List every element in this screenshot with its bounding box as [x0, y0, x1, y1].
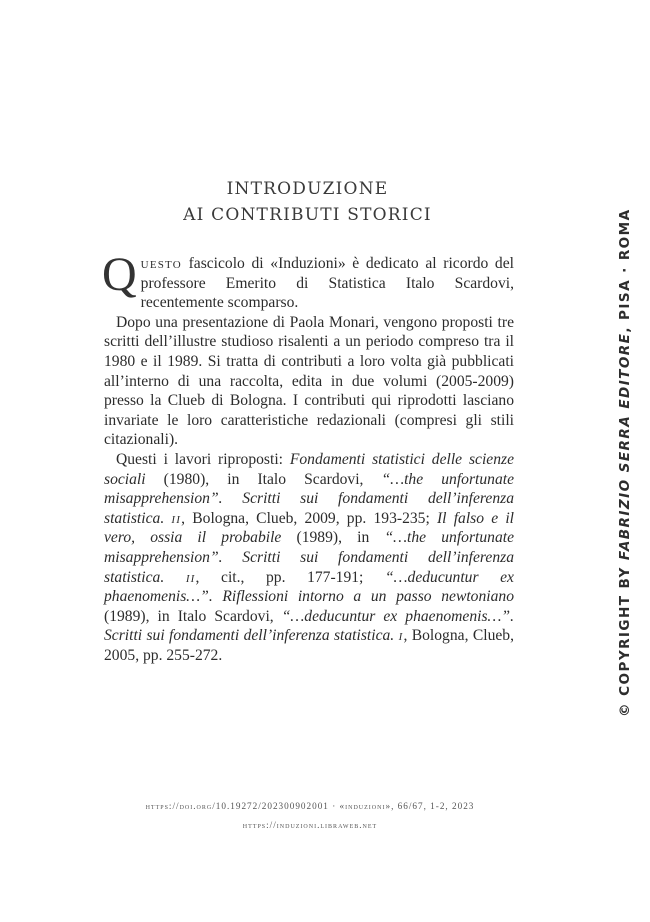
paragraph-3 [104, 450, 514, 666]
intro-smallcaps: uesto [140, 255, 182, 272]
doi-link[interactable]: https://doi.org/10.19272/202300902001 · «induzioni», 66/67, 1-2, 2023 [145, 801, 475, 811]
copyright-notice [617, 209, 633, 718]
title-line-2: AI CONTRIBUTI STORICI [183, 205, 432, 225]
intro-text: fascicolo di «Induzioni» è dedicato al ricordo del professore Emerito di Statistica Italo Scardovi, recentemente scomparso. [140, 255, 514, 312]
paragraph-2: Dopo una presentazione di Paola Monari, vengono proposti tre scritti dell’illustre studioso risalenti a un periodo compreso tra il 1980 e il 1989. Si tratta di contributi a loro volta già pubblicati all’interno di una raccolta, edita in due volumi (2005-2009) presso la Clueb di Bologna. I contributi qui riprodotti lasciano invariate le loro caratteristiche redazionali (compresi gli stili citazionali). [104, 313, 514, 449]
italic-title: “…the unfortunate misapprehension”. Scritti sui fondamenti dell’inferenza statistica. [104, 529, 514, 586]
drop-cap: Q [102, 248, 137, 301]
title-line-1: INTRODUZIONE [226, 179, 389, 199]
italic-title: Il falso e il vero, ossia il probabile [104, 509, 514, 547]
volume-number: ii [171, 509, 182, 527]
text-run: Questi i lavori riproposti: [116, 450, 290, 468]
copyright-prefix: © COPYRIGHT BY [617, 560, 633, 717]
volume-number: ii [185, 568, 196, 586]
paragraph-intro [102, 248, 514, 313]
italic-title: “…deducuntur ex phaenomenis…”. Riflessioni intorno a un passo newtoniano [104, 568, 514, 606]
volume-number: i [398, 627, 404, 645]
text-run: (1989), in Italo Scardovi, [104, 607, 282, 625]
journal-url-link[interactable]: https://induzioni.libraweb.net [242, 820, 378, 830]
text-run: (1989), in [281, 529, 385, 547]
copyright-publisher: FABRIZIO SERRA EDITORE [617, 332, 633, 561]
text-run: , Bologna, Clueb, 2009, pp. 193-235; [181, 509, 437, 527]
article-body [102, 248, 514, 665]
text-run: , cit., pp. 177-191; [195, 568, 385, 586]
italic-title: “…deducuntur ex phaenomenis…”. Scritti sui fondamenti dell’inferenza statistica. [104, 607, 514, 645]
copyright-suffix: , PISA · ROMA [617, 208, 633, 333]
italic-title: “…the unfortunate misapprehension”. Scritti sui fondamenti dell’inferenza statistica. [104, 470, 514, 527]
italic-title: Fondamenti statistici delle scienze sociali [104, 450, 514, 488]
text-run: , Bologna, Clueb, 2005, pp. 255-272. [104, 627, 514, 664]
text-run: (1980), in Italo Scardovi, [145, 470, 382, 488]
article-title [100, 176, 515, 228]
